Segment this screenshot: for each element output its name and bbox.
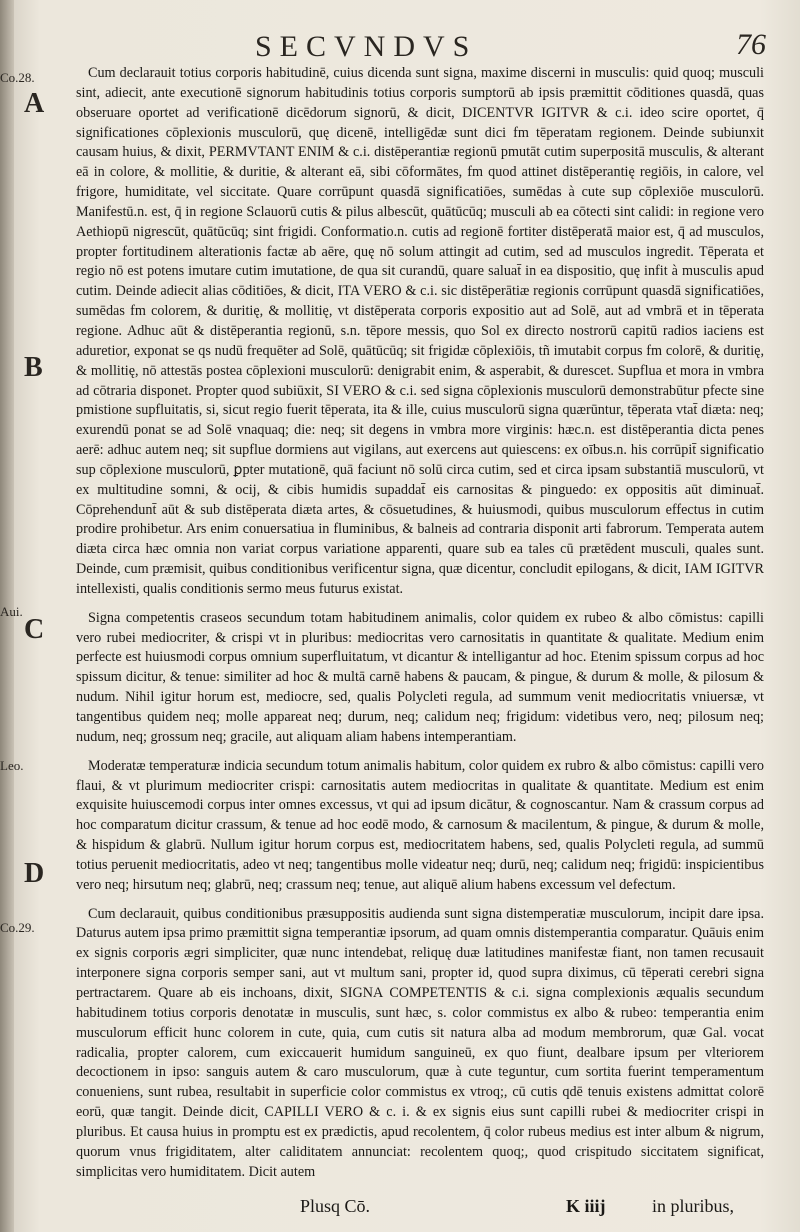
margin-section-letter: A: [24, 88, 45, 119]
page-number: 76: [736, 28, 766, 61]
commentary-paragraph: Cum declarauit, quibus conditionibus præsuppositis audienda sunt signa distemperatiæ musculorum, incipit dare ipsa. Daturus autem ipsa primo præmittit signa temperantiæ ipsorum, ad quam omnis distemperantia comparatur. Quāuis enim ex signis corporis ægri simpliciter, quæ nunc intendebat, reliquę duæ latitudines manifestæ fiant, non tamen recusauit interponere signa corporis semper sani, aut vt multum sani, propter id, quod supra diximus, cū tēperati cerebri signa pertractarem. Quare ab eis inchoans, dixit, SIGNA COMPETENTIS & c.i. signa complexionis æqualis secundum habitudinem totius corporis denotatæ in musculis, sunt hæc, s. color commistus ex albo & rubeo: temperantia enim musculorum efficit hunc colorem in cute, quia, cum cutis sit natura alba ad modum membrorum, quæ Gal. vocat radicalia, propter calorem, cum exiccauerit humidum sanguineū, ex quo fiunt, dealbare ipsum per vlteriorem decoctionem in ipso: sanguis autem & caro musculorum, quæ à cute teguntur, cum sortita fuerint temperamentum conueniens, sunt rubea, resultabit in superficie color commistus ex vtroq;, cū cutis qdē tenuis existens admittat colorē eorū, quæ tangit. Deinde dicit, CAPILLI VERO & c. i. & ex signis eius sunt capilli rubei & mediocriter crispi in pluribus. Et causa huius in promptu est ex prædictis, apud recolentem, q̄ color rubeus medius est inter album & nigrum, quorum vnus frigiditatem, alter caliditatem annunciat: recolentem quoq;, quod crispitudo siccitatem significat, simplicitas vero humiditatem. Dicit autem: [76, 905, 764, 1180]
commentary-paragraph: Cum declarauit totius corporis habitudinē, cuius dicenda sunt signa, maxime discerni in musculis: quid quoq; musculi sint, adiecit, ante executionē signorum habitudinis totius corporis sumptorū ab ipsis præmittit cōditiones quasdā, quas obseruare oportet ad verificationē dicēdorum signorū, & dicit, DICENTVR IGITVR & c.i. ideo scire oportet, q̄ significationes cōplexionis musculorū, quę dicenē, intelligēdæ sunt dici fm tēperatam regionem. Deinde subiunxit causam huius, & dixit, PERMVTANT ENIM & c.i. distēperantiæ regionū pmutāt cutim superpositā musculis, & alterant eā in colore, & mollitie, & duritie, & alterant eā, sibi cōformātes, fm quod attinet distēperantię regiōis, in calore, vel frigore, humiditate, vel siccitate. Quare corrūpunt quasdā significatiōes, sumēdas à cute sup cōplexiōe musculorū. Manifestū.n. est, q̄ in regione Sclauorū cutis & pilus albescūt, quātūcūq; musculi ab ea cōtecti sint calidi: in regione vero Aethiopū nigrescūt, quātūcūq; sint frigidi. Conformatio.n. cutis ad regionē fortiter distēperatā maior est, q̄ ad musculos, propter fortitudinem alterationis factæ ab aēre, quę nō solum attingit ad cutim, sed ad musculos ingredit. Tēperata et regio nō est potens imutare cutim imutatione, de qua sit curandū, quare saluat̄ in ea dispositio, quę infit à musculis apud cutim. Deinde adiecit alias cōditiōes, & dicit, ITA VERO & c.i. sic distēperātiæ regionis corrūpunt quasdā significatiōes, sumēdas fm colorem, & duritię, & mollitię, vt distēperata corporis expositio aut ad Solē, aut ad vmbrā et in tēperata regione. Adhuc aūt & distēperantia regionū, s.n. tēpore messis, quo Sol ex directo nostrorū capitū radios iaciens est aduretior, exponat se qs nudū frequēter ad Solē, quātūcūq; sit frigidæ cōplexiōis, tñ imutabit corpus fm colorē, & duritię, & mollitię, nō attestās postea cōplexioni musculorū: denigrabit enim, & asperabit, & durescet. Supflua et mora in vmbra ad cōtraria disponet. Propter quod subiūxit, SI VERO & c.i. sed signa cōplexionis musculorū demonstrabūtur pfecte sine pmistione supfluitatis, si, sicut regio fuerit tēperata, ita & ille, cuius musculorū signa quærūntur, tēperata vtat̄ diæta: neq; exurendū ponat se ad Solē vnaquaq; die: neq; sit degens in vmbra more virginis: hæc.n. est distēperantia dicta penes aerē: adhuc autem neq; sit supflue dormiens aut vigilans, aut exercens aut quiescens: ex oībus.n. his corrūpit̄ significatio sup cōplexione musculorū, ꝑpter mutationē, quā faciunt nō solū circa cutim, sed et circa ipsam substantiā musculorū, vt ex multitudine somni, & ocij, & cibis humidis supaddat̄ eis carnositas & pinguedo: ex oppositis aūt diminuat̄. Cōprehendunt̄ aūt & sub distēperata diæta artes, & cōsuetudines, & huiusmodi, quibus musculorum effectus in cutim prodire prohibetur. Ars enim conuersatiua in fluminibus, & balneis ad contraria disponit arti fabrorum. Temperata autem diæta circa hæc omnia non variat corpus variatione apparenti, quare sub ea tales cū prætēdent musculi, quales sunt. Deinde, cum præmisit, quibus conditionibus verificentur signa, quæ dicentur, concludit epilogans, & dicit, IAM IGITVR intellexisti, qualis conditionis sermo meus futurus existat.: [76, 65, 764, 597]
text-paragraph: Signa competentis craseos secundum totam habitudinem animalis, color quidem ex rubeo & albo cōmistus: capilli vero rubei mediocriter, & crispi vt in pluribus: mediocritas vero carnositatis in quantitate & qualitate. Medium enim perfecte est huiusmodi corpus omnium superfluitatum, vt dicantur & intelligantur ad hoc. Etenim spissum corpus ad hoc spissum dicitur, & tenue: similiter ad hoc & multā carnē habens & paucam, & pingue, & durum & molle, & pilosum & nudum. Nihil igitur horum est, mediocre, sed, qualis Polycleti regula, ad summum venit mediocritatis vniuersæ, vt tangentibus quidem neq; molle appareat neq; durum, neq; calidum neq; frigidum: videtibus vero, neq; pilosum neq; nudum, neq; grossum neq; gracile, aut aliquam aliam habens intemperantiam.: [76, 609, 764, 745]
catchword: in pluribus,: [652, 1196, 735, 1216]
margin-section-letter: D: [24, 858, 45, 889]
page-footer: [0, 1196, 800, 1226]
margin-note: Aui.: [0, 604, 23, 619]
margin-section-letter: B: [24, 352, 43, 383]
text-paragraph: Moderatæ temperaturæ indicia secundum totum animalis habitum, color quidem ex rubro & albo cōmistus: capilli vero flaui, & vt plurimum mediocriter crispi: carnositatis autem mediocritas in qualitate & quantitate. Medium est enim exquisite huiuscemodi corpus inter omnes excessus, vt qui ad ipsum dicātur, & cognoscantur. Nam & crassum corpus ad hoc comparatum dicitur crassum, & tenue ad hoc eodē modo, & carnosum & macilentum, & pingue, & durum & molle, & hispidum & glabrū. Nullum igitur horum corpus est, mediocritatem habens, sed, qualis Polycleti regula, ad summū totius peruenit mediocritatis, adeo vt neq; tangentibus molle videatur neq; durū, neq; calidum neq; frigidū: inspicientibus vero neq; hirsutum neq; glabrū, neq; crassum neq; tenue, aut aliquē alium habens excessum vel defectum.: [76, 757, 764, 893]
running-head: SECVNDVS: [255, 30, 478, 63]
margin-section-letter: C: [24, 614, 45, 645]
body-text: [76, 64, 764, 1182]
signature-mark: K iiij: [566, 1196, 606, 1216]
margin-note: Co.29.: [0, 920, 35, 935]
footer-signature-text: Plusq Cō.: [300, 1196, 371, 1216]
margin-note: Co.28.: [0, 70, 35, 85]
margin-note: Leo.: [0, 758, 24, 773]
